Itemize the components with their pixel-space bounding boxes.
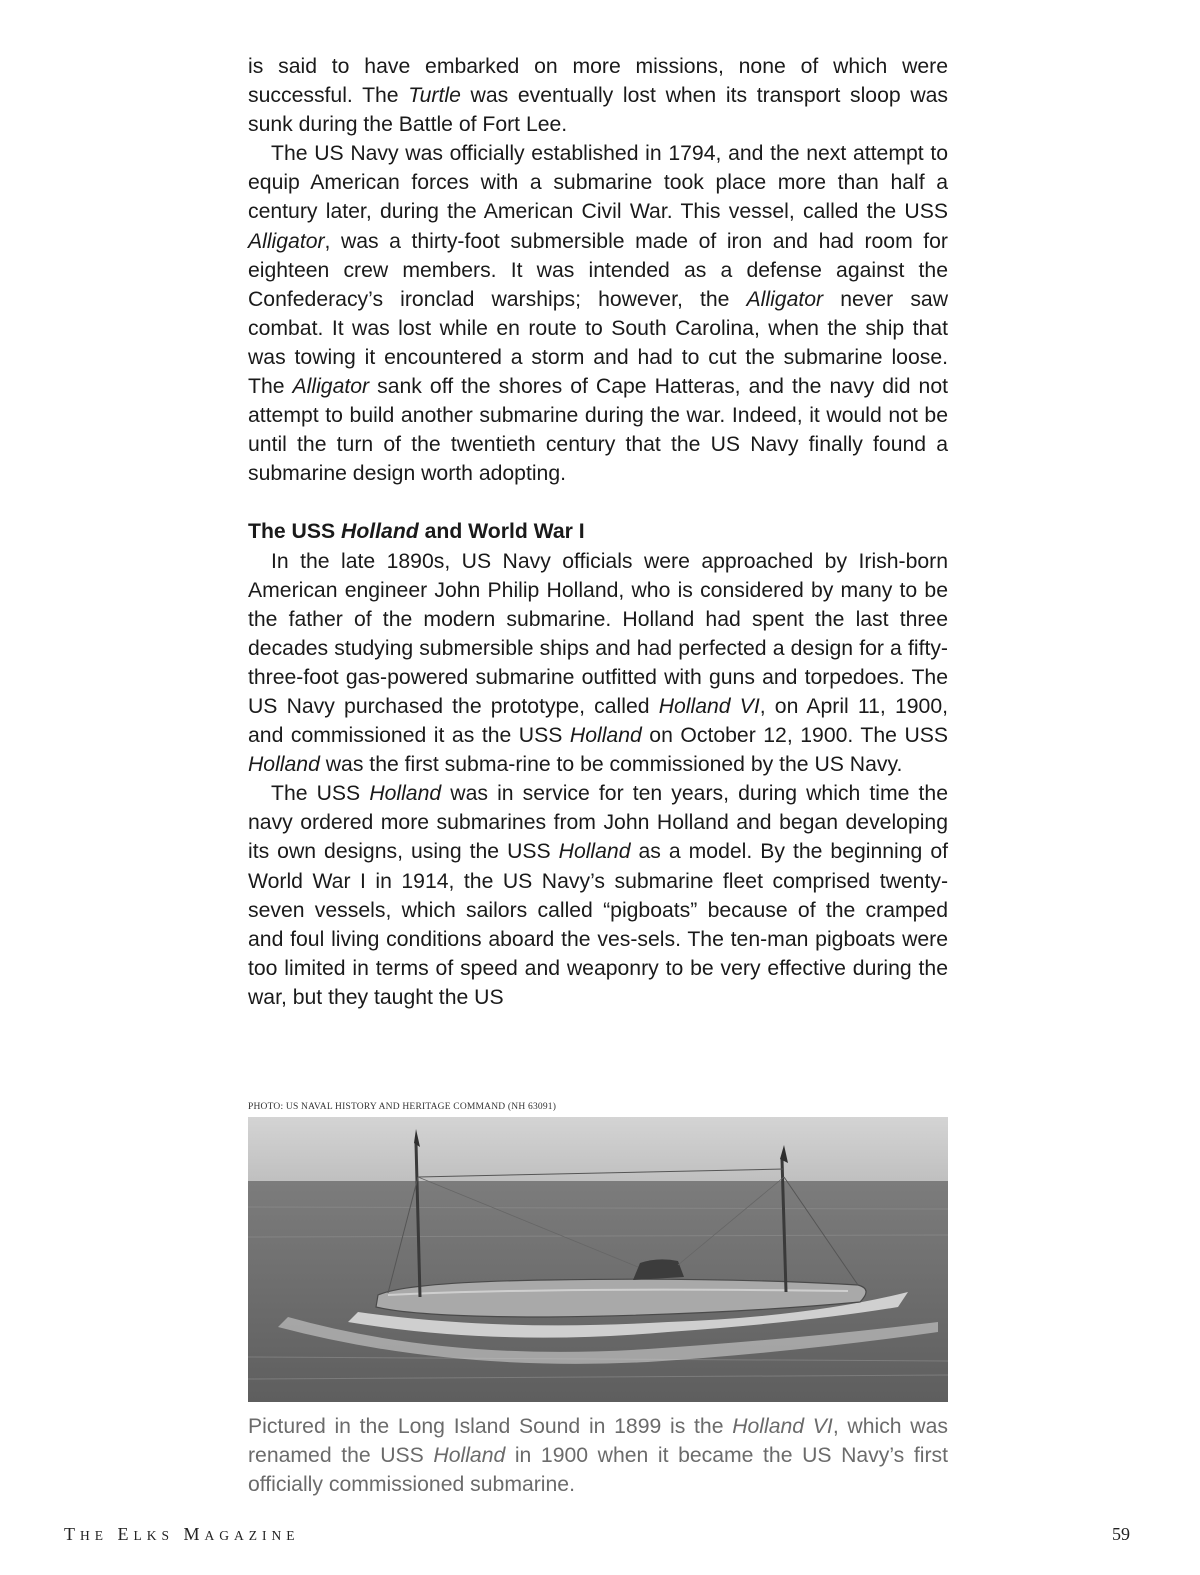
submarine-photo-illustration: [248, 1117, 948, 1402]
paragraph: The US Navy was officially established in 1794, and the next attempt to equip American forces with a submarine took place more than half a century later, during the American Civil War. This vessel, called the USS Alligator, was a thirty-foot submersible made of iron and had room for eighteen crew members. It was intended as a defense against the Confederacy’s ironclad warships; however, the Alligator never saw combat. It was lost while en route to South Carolina, when the ship that was towing it encountered a storm and had to cut the submarine loose. The Alligator sank off the shores of Cape Hatteras, and the navy did not attempt to build another submarine during the war. Indeed, it would not be until the turn of the twentieth century that the US Navy finally found a submarine design worth adopting.: [248, 142, 948, 486]
section-heading: The USS Holland and World War I: [248, 520, 585, 544]
submarine-photo: [248, 1117, 948, 1402]
paragraph: The USS Holland was in service for ten years, during which time the navy ordered more submarines from John Holland and began developing its own designs, using the USS Holland as a model. By the beginning of World War I in 1914, the US Navy’s submarine fleet comprised twenty-seven vessels, which sailors called “pigboats” because of the cramped and foul living conditions aboard the ves-sels. The ten-man pigboats were too limited in terms of speed and weaponry to be very effective during the war, but they taught the US: [248, 782, 948, 1009]
paragraph: In the late 1890s, US Navy officials were approached by Irish-born American engineer John Philip Holland, who is considered by many to be the father of the modern submarine. Holland had spent the last three decades studying submersible ships and had perfected a design for a fifty-three-foot gas-powered submarine outfitted with guns and torpedoes. The US Navy purchased the prototype, called Holland VI, on April 11, 1900, and commissioned it as the USS Holland on October 12, 1900. The USS Holland was the first subma-rine to be commissioned by the US Navy.: [248, 549, 949, 777]
photo-caption: Pictured in the Long Island Sound in 1899 is the Holland VI, which was renamed the USS Holland in 1900 when it became the US Navy’s first officially commissioned submarine.: [248, 1415, 948, 1497]
magazine-name: THE ELKS MAGAZINE: [64, 1524, 300, 1544]
page-number: 59: [1112, 1524, 1130, 1544]
photo-credit: PHOTO: US NAVAL HISTORY AND HERITAGE COMMAND (NH 63091): [248, 1102, 557, 1112]
paragraph: is said to have embarked on more missions, none of which were successful. The Turtle was eventually lost when its transport sloop was sunk during the Battle of Fort Lee.: [248, 55, 948, 137]
article-body: [248, 52, 948, 1012]
